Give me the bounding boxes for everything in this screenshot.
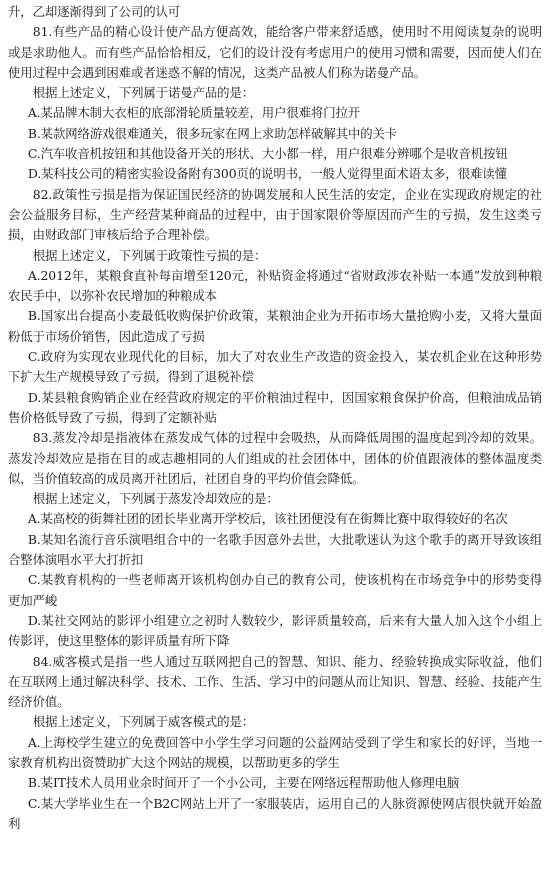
question-81-option-c: C.汽车收音机按钮和其他设备开关的形状、大小都一样，用户很难分辨哪个是收音机按钮 <box>27 146 508 162</box>
question-82-option-d: D.某县粮食购销企业在经营政府规定的平价粮油过程中，因国家粮食保护价高，但粮油成品销售价格低导致了亏损，得到了定额补贴 <box>8 389 542 425</box>
question-82-option-a: A.2012年，某粮食直补每亩增至120元，补贴资金将通过“省财政涉农补贴一本通”发放到种粮农民手中，以弥补农民增加的种粮成本 <box>8 267 542 304</box>
question-84-option-b: B.某IT技术人员用业余时间开了一个小公司，主要在网络远程帮助他人修理电脑 <box>27 775 460 791</box>
question-84-option-a: A.上海校学生建立的免费回答中小学生学习问题的公益网站受到了学生和家长的好评，当地一家教育机构出资赞助扩大这个网站的规模，以帮助更多的学生 <box>8 734 542 770</box>
question-81-stem: 81.有些产品的精心设计使产品方便高效，能给客户带来舒适感，使用时不用阅读复杂的说明或是求助他人。而有些产品恰恰相反，它们的设计没有考虑用户的使用习惯和需要，因而使人们在使用过程中会遇到困难或者迷惑不解的情况，这类产品被人们称为诺曼产品。 <box>8 24 542 80</box>
paragraph-continuation: 升，乙却逐渐得到了公司的认可 <box>8 4 181 19</box>
question-82-stem: 82.政策性亏损是指为保证国民经济的协调发展和人民生活的安定，企业在实现政府规定的社会公益服务目标，生产经营某种商品的过程中，由于国家限价等原因而产生的亏损，发生这类亏损，由财政部门审核后给予合理补偿。 <box>8 186 542 243</box>
question-82-option-c: C.政府为实现农业现代化的目标，加大了对农业生产改造的资金投入，某农机企业在这种形势下扩大生产规模导致了亏损，得到了退税补偿 <box>8 349 542 385</box>
question-83-prompt: 根据上述定义，下列属于蒸发冷却效应的是： <box>32 491 279 507</box>
question-83-option-a: A.某高校的街舞社团的团长毕业离开学校后，该社团便没有在街舞比赛中取得较好的名次 <box>27 511 508 527</box>
question-83-stem: 83.蒸发冷却是指液体在蒸发成气体的过程中会吸热，从而降低周围的温度起到冷却的效果。蒸发冷却效应是指在目的或志趣相同的人们组成的社会团体中，团体的价值跟液体的整体温度类似，当价值较高的成员离开社团后，社团自身的平均价值会降低。 <box>8 430 542 486</box>
question-84-option-c: C.某大学毕业生在一个B2C网站上开了一家服装店，运用自己的人脉资源使网店很快就开始盈利 <box>8 795 542 831</box>
question-82-prompt: 根据上述定义，下列属于政策性亏损的是： <box>32 247 267 263</box>
question-83-option-b: B.某知名流行音乐演唱组合中的一名歌手因意外去世，大批歌迷认为这个歌手的离开导致该组合整体演唱水平大打折扣 <box>8 531 542 568</box>
question-84-stem: 84.威客模式是指一些人通过互联网把自己的智慧、知识、能力、经验转换成实际收益，他们在互联网上通过解决科学、技术、工作、生活、学习中的问题从而让知识、智慧、经验、技能产生经济价值。 <box>8 653 542 710</box>
question-81-option-d: D.某科技公司的精密实验设备附有300页的说明书，一般人觉得里面术语太多，很难读懂 <box>27 166 507 182</box>
question-83-option-d: D.某社交网站的影评小组建立之初时人数较少，影评质量较高，后来有大量人加入这个小组上传影评，使这里整体的影评质量有所下降 <box>8 612 542 649</box>
question-83-option-c: C.某教育机构的一些老师离开该机构创办自己的教育公司，使该机构在市场竞争中的形势变得更加严峻 <box>8 572 542 608</box>
question-81-option-b: B.某款网络游戏很难通关，很多玩家在网上求助怎样破解其中的关卡 <box>27 125 398 141</box>
question-81-option-a: A.某品牌木制大衣柜的底部滑轮质量较差，用户很难将门拉开 <box>27 105 361 121</box>
question-81-prompt: 根据上述定义，下列属于诺曼产品的是： <box>32 85 255 101</box>
question-84-prompt: 根据上述定义，下列属于威客模式的是： <box>32 714 255 730</box>
question-82-option-b: B.国家出台提高小麦最低收购保护价政策，某粮油企业为开拓市场大量抢购小麦，又将大量面粉低于市场价销售，因此造成了亏损 <box>8 308 542 344</box>
